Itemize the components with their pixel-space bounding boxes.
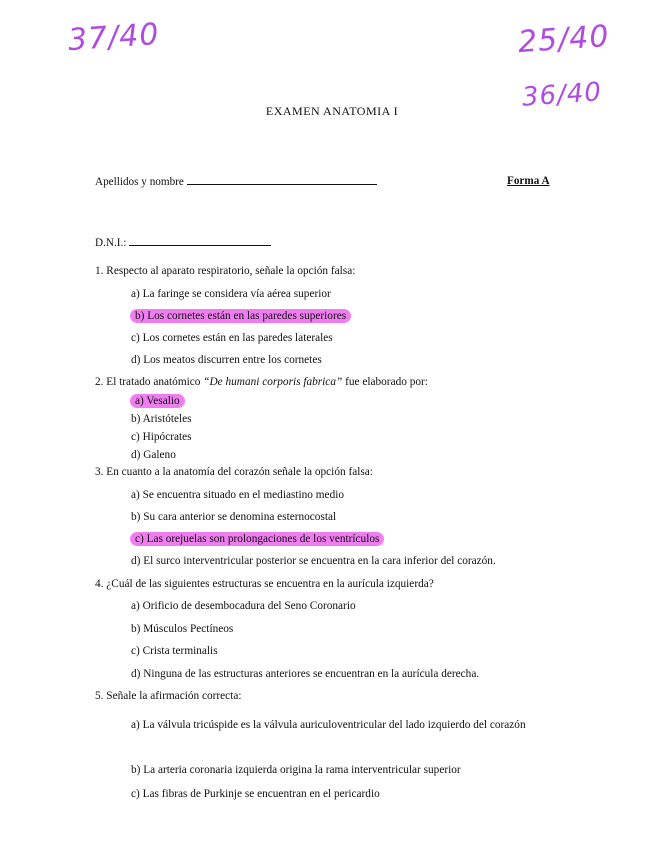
q1-option-b-highlight: b) Los cornetes están en las paredes superiores (131, 310, 350, 322)
dni-field[interactable] (129, 236, 271, 246)
grade-mark-3: 36/40 (521, 77, 603, 113)
q5-option-b[interactable]: b) La arteria coronaria izquierda origina la rama interventricular superior (131, 764, 461, 776)
q2-option-b[interactable]: b) Aristóteles (131, 413, 192, 425)
q5-option-c[interactable]: c) Las fibras de Purkinje se encuentran en el pericardio (131, 788, 380, 800)
q1-option-a[interactable]: a) La faringe se considera vía aérea superior (131, 288, 331, 300)
question-4: 4. ¿Cuál de las siguientes estructuras se encuentra en la aurícula izquierda? (95, 578, 434, 590)
exam-title: EXAMEN ANATOMIA I (265, 104, 399, 118)
grade-mark-2: 25/40 (516, 18, 611, 61)
question-5: 5. Señale la afirmación correcta: (95, 690, 242, 702)
name-row (95, 175, 377, 188)
grade-mark-1: 37/40 (66, 16, 161, 59)
q1-option-c[interactable]: c) Los cornetes están en las paredes laterales (131, 332, 333, 344)
question-2: 2. El tratado anatómico “De humani corporis fabrica” fue elaborado por: (95, 376, 428, 388)
q3-option-d[interactable]: d) El surco interventricular posterior se encuentra en la cara inferior del corazón. (131, 555, 496, 567)
q3-option-b[interactable]: b) Su cara anterior se denomina esternocostal (131, 511, 337, 523)
q2-option-c[interactable]: c) Hipócrates (131, 431, 192, 443)
q4-option-a[interactable]: a) Orificio de desembocadura del Seno Coronario (131, 600, 356, 612)
q3-option-a[interactable]: a) Se encuentra situado en el mediastino medio (131, 489, 345, 501)
q1-option-d[interactable]: d) Los meatos discurren entre los cornetes (131, 354, 322, 366)
q4-option-b[interactable]: b) Músculos Pectíneos (131, 623, 234, 635)
question-1: 1. Respecto al aparato respiratorio, señale la opción falsa: (95, 265, 356, 277)
q1-option-b[interactable] (131, 310, 350, 322)
q3-option-c[interactable] (131, 533, 383, 545)
q4-option-c[interactable]: c) Crista terminalis (131, 645, 218, 657)
q2-option-a[interactable] (131, 395, 184, 407)
book-title: “De humani corporis fabrica” (203, 376, 343, 388)
q4-option-d[interactable]: d) Ninguna de las estructuras anteriores se encuentran en la aurícula derecha. (131, 668, 480, 680)
dni-label: D.N.I.: (95, 237, 127, 249)
q2-option-a-highlight: a) Vesalio (131, 395, 184, 407)
name-field[interactable] (187, 175, 377, 185)
question-3: 3. En cuanto a la anatomía del corazón señale la opción falsa: (95, 466, 373, 478)
q2-option-d[interactable]: d) Galeno (131, 449, 176, 461)
form-label: Forma A (507, 175, 550, 187)
name-label: Apellidos y nombre (95, 176, 184, 188)
q3-option-c-highlight: c) Las orejuelas son prolongaciones de los ventrículos (131, 533, 383, 545)
dni-row (95, 236, 271, 249)
q5-option-a[interactable]: a) La válvula tricúspide es la válvula auriculoventricular del lado izquierdo del corazón (131, 719, 526, 731)
